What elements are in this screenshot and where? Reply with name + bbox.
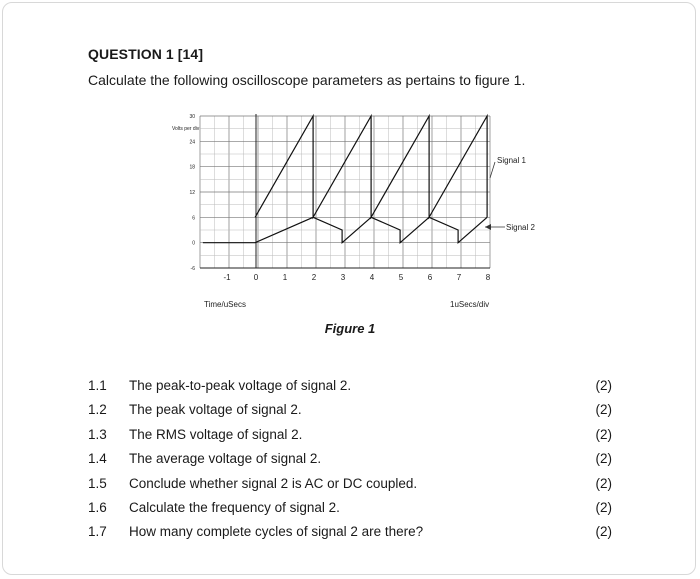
x-tick-labels <box>223 273 490 282</box>
item-text: Conclude whether signal 2 is AC or DC coupled. <box>129 476 418 491</box>
figure-caption: Figure 1 <box>324 321 376 336</box>
x-tick-label: 4 <box>369 273 375 282</box>
item-marks: (2) <box>595 524 612 539</box>
question-item <box>88 378 612 398</box>
y-tick-label: 18 <box>189 164 195 171</box>
signal2-label: Signal 2 <box>506 223 535 232</box>
item-number: 1.3 <box>88 427 107 442</box>
question-item <box>88 402 612 422</box>
item-marks: (2) <box>595 500 612 515</box>
item-marks: (2) <box>595 378 612 393</box>
item-text: The RMS voltage of signal 2. <box>129 427 303 442</box>
item-marks: (2) <box>595 476 612 491</box>
item-marks: (2) <box>595 427 612 442</box>
question-item <box>88 476 612 496</box>
scope-grid <box>200 116 490 268</box>
x-tick-label: 0 <box>253 273 259 282</box>
item-number: 1.4 <box>88 451 107 466</box>
y-tick-labels <box>189 114 195 272</box>
x-tick-label: 8 <box>485 273 491 282</box>
x-tick-label: -1 <box>223 273 231 282</box>
item-text: The peak voltage of signal 2. <box>129 402 302 417</box>
question-item <box>88 500 612 520</box>
item-number: 1.6 <box>88 500 107 515</box>
signal1-callout <box>490 156 526 178</box>
y-tick-label: 24 <box>189 139 195 146</box>
y-tick-label: 0 <box>192 240 195 247</box>
item-text: The average voltage of signal 2. <box>129 451 322 466</box>
x-axis-title: Time/uSecs <box>204 300 246 309</box>
question-item <box>88 427 612 447</box>
question-title: QUESTION 1 [14] <box>88 46 204 62</box>
x-tick-label: 1 <box>282 273 288 282</box>
signal1-label: Signal 1 <box>497 156 526 165</box>
timebase-label: 1uSecs/div <box>450 300 490 309</box>
item-marks: (2) <box>595 402 612 417</box>
y-tick-label: 12 <box>189 190 195 196</box>
y-tick-label: -6 <box>190 266 195 272</box>
x-tick-label: 2 <box>311 273 317 282</box>
item-number: 1.1 <box>88 378 107 393</box>
item-number: 1.5 <box>88 476 107 491</box>
item-text: Calculate the frequency of signal 2. <box>129 500 340 515</box>
question-item <box>88 451 612 471</box>
signal2-arrow-icon <box>485 224 491 230</box>
x-tick-label: 3 <box>340 273 346 282</box>
y-tick-label: 30 <box>189 114 195 120</box>
x-tick-label: 6 <box>427 273 433 282</box>
item-marks: (2) <box>595 451 612 466</box>
x-tick-label: 5 <box>398 273 404 282</box>
item-text: The peak-to-peak voltage of signal 2. <box>129 378 352 393</box>
x-tick-label: 7 <box>456 273 462 282</box>
y-tick-label: 6 <box>192 215 195 222</box>
figure-caption-row <box>0 320 700 338</box>
item-number: 1.2 <box>88 402 107 417</box>
y-axis-title: Volts per div <box>172 126 200 132</box>
question-item <box>88 524 612 544</box>
signal2-callout <box>485 223 535 232</box>
signal1-callout-line <box>490 162 495 178</box>
item-number: 1.7 <box>88 524 107 539</box>
question-instruction: Calculate the following oscilloscope parameters as pertains to figure 1. <box>88 72 526 88</box>
item-text: How many complete cycles of signal 2 are there? <box>129 524 424 539</box>
